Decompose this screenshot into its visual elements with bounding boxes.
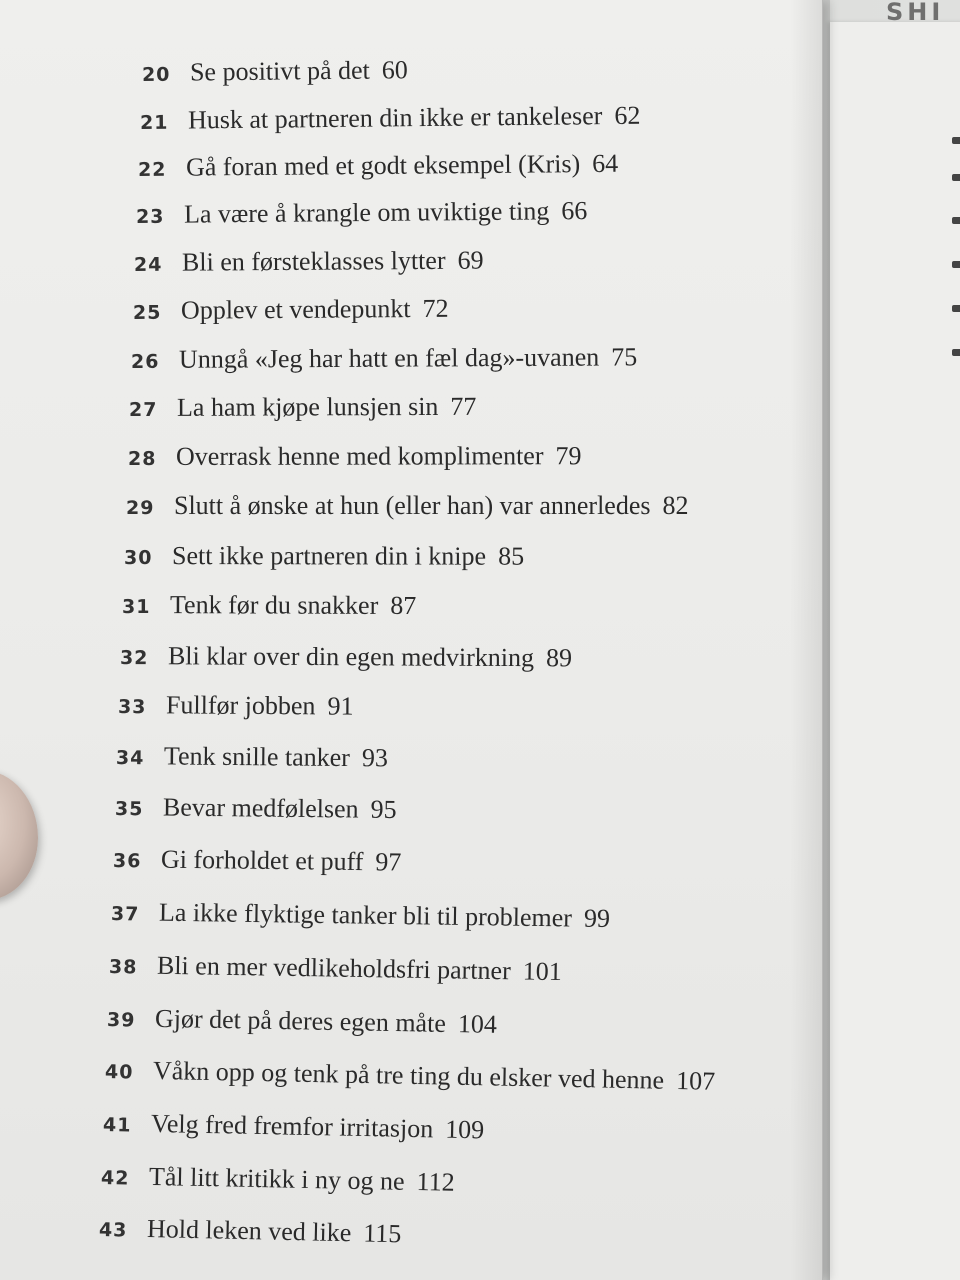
toc-entry-title: La ikke flyktige tanker bli til problemer [158,897,573,933]
toc-entry-page-number: 97 [375,847,402,877]
toc-entry-number: 20 [141,63,171,86]
toc-entry [113,844,402,878]
facing-page-mark [952,174,960,181]
toc-entry-page-number: 99 [583,903,611,933]
toc-entry [128,441,582,472]
toc-entry-number: 43 [98,1219,128,1242]
toc-entry-title: Bli en mer vedlikeholdsfri partner [156,950,511,986]
facing-page-mark [952,349,960,356]
toc-entry-number: 35 [114,798,144,821]
toc-entry-number: 28 [127,447,157,470]
toc-entry-number: 38 [108,956,138,979]
toc-entry [138,149,618,183]
toc-entry-number: 34 [115,747,145,770]
toc-entry [124,541,524,572]
toc-entry [142,55,408,88]
toc-entry-page-number: 79 [555,441,582,471]
toc-entry [109,950,562,987]
toc-entry-page-number: 72 [422,293,449,323]
toc-entry-number: 23 [135,205,165,228]
toc-entry-title: Sett ikke partneren din i knipe [171,541,487,571]
toc-entry-page-number: 82 [662,491,689,520]
toc-entry-page-number: 109 [444,1114,485,1145]
toc-entry-page-number: 85 [498,541,525,571]
toc-entry-title: Bli klar over din egen medvirkning [167,641,535,673]
toc-entry-title: Fullfør jobben [165,690,316,721]
toc-entry-number: 41 [102,1114,132,1137]
toc-entry-number: 31 [121,596,151,619]
toc-entry [122,590,416,621]
toc-entry-title: Bli en førsteklasses lytter [181,245,446,277]
toc-entry-page-number: 75 [611,342,638,372]
toc-entry-page-number: 93 [361,743,389,773]
toc-entry [101,1161,455,1198]
toc-entry-title: Tål litt kritikk i ny og ne [148,1161,405,1196]
toc-entry-title: Våkn opp og tenk på tre ting du elsker ved henne [152,1055,665,1095]
toc-entry-number: 33 [117,696,147,719]
facing-page-mark [952,305,960,312]
toc-entry-number: 36 [112,850,142,873]
toc-entry-number: 25 [132,301,162,324]
toc-entry [103,1108,485,1145]
toc-entry-page-number: 60 [381,55,408,85]
toc-entry [111,897,610,934]
toc-entry-page-number: 95 [370,794,397,824]
toc-entry-title: Overrask henne med komplimenter [175,441,544,471]
toc-entry-number: 27 [128,398,158,421]
toc-entry-title: Husk at partneren din ikke er tankeleser [187,101,603,135]
toc-entry-title: Gjør det på deres egen måte [154,1003,447,1038]
toc-entry-number: 22 [137,158,167,181]
toc-entry-title: La ham kjøpe lunsjen sin [176,391,439,422]
facing-page-mark [952,261,960,268]
toc-entry-title: Gå foran med et godt eksempel (Kris) [185,149,581,182]
toc-entry-page-number: 89 [546,643,573,673]
toc-entry-page-number: 77 [450,391,477,421]
toc-entry-title: Opplev et vendepunkt [180,294,411,325]
toc-entry-page-number: 91 [327,691,354,721]
toc-entry [131,342,637,375]
toc-entry-number: 39 [106,1009,136,1032]
toc-entry [126,491,689,521]
toc-entry-title: Unngå «Jeg har hatt en fæl dag»-uvanen [178,342,600,374]
toc-entry-title: Tenk før du snakker [169,590,379,620]
toc-entry-title: Gi forholdet et puff [160,844,364,877]
toc-entry [115,792,397,825]
toc-entry [107,1003,497,1040]
toc-entry [134,246,484,278]
toc-entry-number: 40 [104,1061,134,1084]
toc-entry-number: 21 [139,111,169,134]
toc-entry-number: 26 [130,350,160,373]
toc-entry-title: Bevar medfølelsen [162,792,359,824]
toc-entry [118,690,354,722]
facing-page-header: SHI [886,0,945,26]
toc-entry-page-number: 62 [614,100,641,131]
toc-entry [133,294,449,326]
toc-entry-number: 42 [100,1167,130,1190]
toc-entry-page-number: 66 [561,196,588,226]
facing-page-mark [952,137,960,144]
toc-entry-page-number: 112 [416,1167,455,1197]
toc-entry-title: Hold leken ved like [146,1214,352,1248]
toc-entry-page-number: 104 [457,1009,498,1039]
toc-entry-title: Velg fred fremfor irritasjon [150,1108,434,1144]
toc-entry-page-number: 101 [522,956,562,987]
facing-page-mark [952,217,960,224]
toc-entry-number: 29 [126,497,155,519]
toc-entry-title: La være å krangle om uviktige ting [183,196,550,229]
toc-entry [129,392,477,423]
toc-entry-page-number: 64 [592,148,619,179]
toc-entry-title: Se positivt på det [189,55,370,87]
facing-page [830,22,960,1280]
toc-entry [140,101,641,136]
toc-entry-page-number: 115 [362,1218,402,1249]
toc-entry-page-number: 107 [675,1065,716,1096]
toc-entry-number: 30 [123,547,153,570]
toc-entry-number: 24 [133,253,163,276]
toc-entry [120,641,572,673]
toc-entry [105,1055,716,1097]
toc-entry-number: 32 [119,647,149,670]
toc-entry [116,741,388,773]
toc-entry-title: Tenk snille tanker [163,741,351,773]
toc-entry [136,196,588,230]
toc-entry-number: 37 [110,903,140,926]
toc-entry-page-number: 69 [457,245,484,275]
toc-entry [99,1213,402,1249]
toc-entry-title: Slutt å ønske at hun (eller han) var annerledes [174,491,651,520]
toc-entry-page-number: 87 [390,590,417,621]
